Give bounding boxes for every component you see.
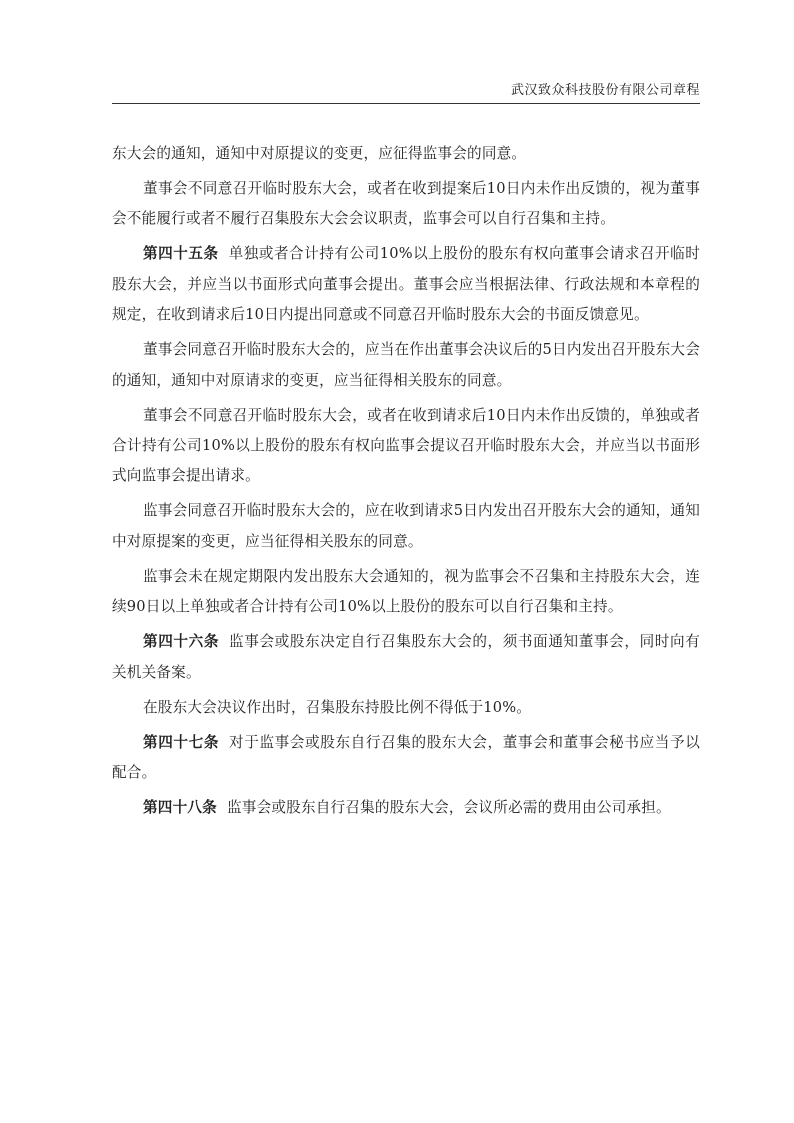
- paragraph-text: 董事会不同意召开临时股东大会，或者在收到提案后10日内未作出反馈的，视为董事会不能履行或者不履行召集股东大会会议职责，监事会可以自行召集和主持。: [112, 180, 700, 228]
- paragraph-text: 监事会或股东自行召集的股东大会，会议所必需的费用由公司承担。: [226, 799, 671, 817]
- article-46: [112, 627, 700, 688]
- paragraph: [112, 174, 700, 235]
- paragraph: [112, 139, 700, 169]
- paragraph-text: 单独或者合计持有公司10%以上股份的股东有权向董事会请求召开临时股东大会，并应当以书面形式向董事会提出。董事会应当根据法律、行政法规和本章程的规定，在收到请求后10日内提出同意或不同意召开临时股东大会的书面反馈意见。: [112, 245, 700, 324]
- paragraph-text: 对于监事会或股东自行召集的股东大会，董事会和董事会秘书应当予以配合。: [112, 733, 700, 782]
- paragraph-text: 董事会同意召开临时股东大会的，应当在作出董事会决议后的5日内发出召开股东大会的通知，通知中对原请求的变更，应当征得相关股东的同意。: [112, 341, 700, 389]
- paragraph-text: 董事会不同意召开临时股东大会，或者在收到请求后10日内未作出反馈的，单独或者合计持有公司10%以上股份的股东有权向监事会提议召开临时股东大会，并应当以书面形式向监事会提出请求。: [112, 406, 700, 485]
- paragraph-text: 监事会未在规定期限内发出股东大会通知的，视为监事会不召集和主持股东大会，连续90日以上单独或者合计持有公司10%以上股份的股东可以自行召集和主持。: [112, 567, 700, 616]
- paragraph: [112, 693, 700, 723]
- article-heading: 第四十八条: [143, 799, 217, 817]
- document-body: [112, 139, 700, 828]
- header-title: 武汉致众科技股份有限公司章程: [510, 83, 700, 98]
- article-48: [112, 793, 700, 823]
- page-header: [112, 80, 700, 104]
- article-heading: 第四十七条: [143, 733, 220, 751]
- article-heading: 第四十五条: [143, 245, 219, 263]
- paragraph-text: 监事会同意召开临时股东大会的，应在收到请求5日内发出召开股东大会的通知，通知中对原提案的变更，应当征得相关股东的同意。: [112, 502, 700, 550]
- paragraph: [112, 562, 700, 623]
- paragraph-text: 在股东大会决议作出时，召集股东持股比例不得低于10%。: [143, 698, 532, 716]
- article-45: [112, 239, 700, 330]
- paragraph: [112, 401, 700, 492]
- article-heading: 第四十六条: [143, 633, 220, 651]
- paragraph: [112, 496, 700, 557]
- paragraph: [112, 335, 700, 396]
- paragraph-text: 监事会或股东决定自行召集股东大会的，须书面通知董事会，同时向有关机关备案。: [112, 633, 700, 681]
- article-47: [112, 728, 700, 789]
- paragraph-text: 东大会的通知，通知中对原提议的变更，应征得监事会的同意。: [112, 145, 527, 162]
